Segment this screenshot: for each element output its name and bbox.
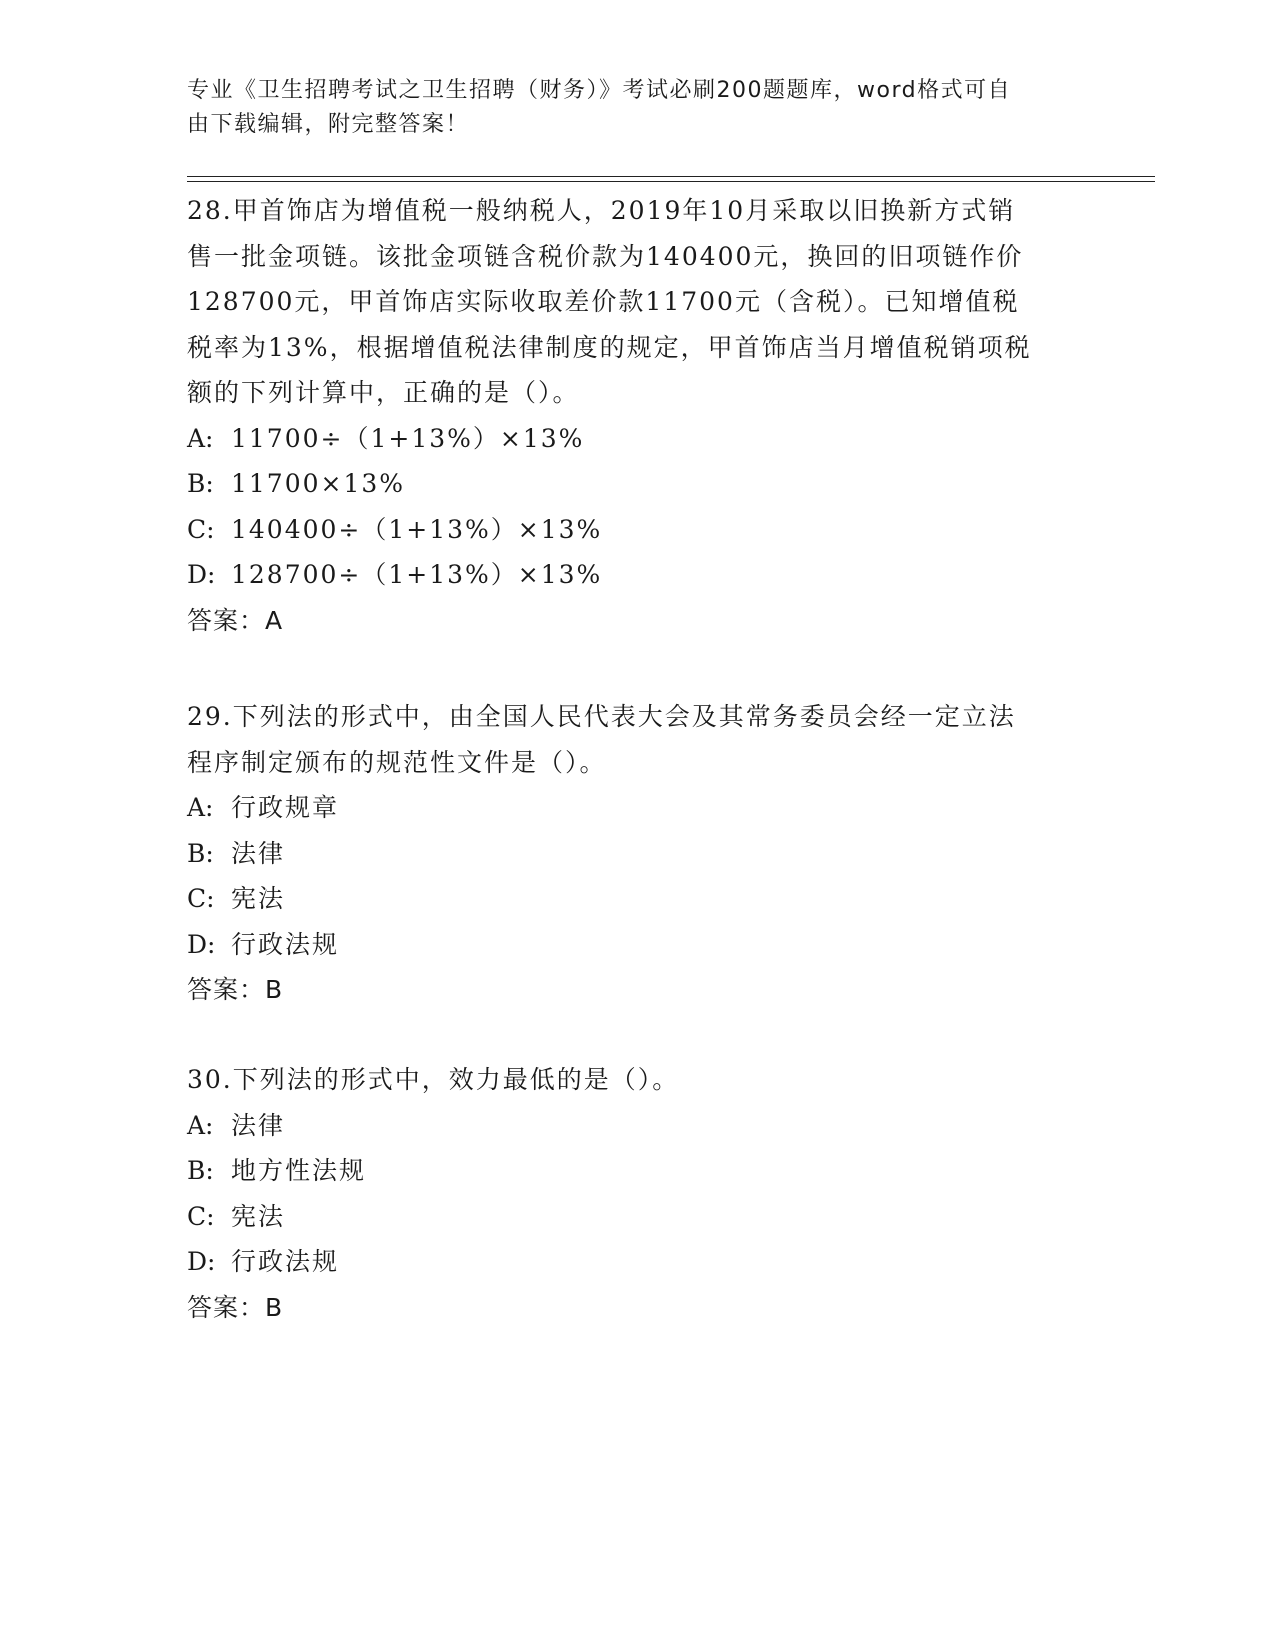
answer-line: 答案：A — [187, 605, 284, 635]
option-letter: C: — [187, 514, 215, 544]
option-a — [187, 785, 1087, 831]
option-letter: A: — [187, 793, 214, 822]
option-letter: C: — [187, 1201, 215, 1231]
option-a — [187, 416, 1087, 462]
header-divider-bottom — [187, 181, 1155, 182]
option-letter: C: — [187, 884, 215, 913]
stem-line: 30.下列法的形式中，效力最低的是（）。 — [187, 1065, 680, 1094]
answer-line: 答案：B — [187, 1292, 284, 1322]
answer-line: 答案：B — [187, 975, 284, 1004]
question-30 — [187, 1057, 1087, 1331]
option-d — [187, 922, 1087, 968]
option-letter: D: — [187, 560, 216, 589]
stem-line: 29.下列法的形式中，由全国人民代表大会及其常务委员会经一定立法 — [187, 702, 1016, 731]
question-stem — [187, 1057, 1087, 1103]
option-letter: A: — [187, 1110, 214, 1140]
option-letter: D: — [187, 1247, 216, 1276]
question-stem — [187, 188, 1087, 416]
option-text: 法律 — [231, 1110, 286, 1140]
option-text: 140400÷（1+13%）×13% — [231, 514, 603, 544]
option-text: 11700×13% — [231, 469, 406, 498]
option-text: 行政规章 — [231, 793, 340, 822]
stem-line: 税率为13%，根据增值税法律制度的规定，甲首饰店当月增值税销项税 — [187, 332, 1032, 362]
header-line-1: 专业《卫生招聘考试之卫生招聘（财务）》考试必刷200题题库，word格式可自 — [187, 78, 1012, 103]
stem-line: 程序制定颁布的规范性文件是（）。 — [187, 747, 607, 777]
option-text: 11700÷（1+13%）×13% — [231, 423, 585, 453]
stem-line: 128700元，甲首饰店实际收取差价款11700元（含税）。已知增值税 — [187, 287, 1020, 316]
option-text: 宪法 — [231, 884, 286, 913]
option-text: 地方性法规 — [231, 1156, 367, 1185]
question-29 — [187, 694, 1087, 1013]
question-stem — [187, 694, 1087, 785]
option-text: 128700÷（1+13%）×13% — [231, 560, 603, 589]
option-c — [187, 876, 1087, 922]
stem-line: 额的下列计算中，正确的是（）。 — [187, 378, 580, 407]
option-d — [187, 1239, 1087, 1285]
stem-line: 售一批金项链。该批金项链含税价款为140400元，换回的旧项链作价 — [187, 241, 1024, 271]
option-letter: B: — [187, 838, 214, 868]
option-text: 宪法 — [231, 1201, 286, 1231]
option-text: 行政法规 — [231, 1247, 340, 1276]
option-b — [187, 1148, 1087, 1194]
option-letter: A: — [187, 423, 214, 453]
option-d — [187, 552, 1087, 598]
question-28 — [187, 188, 1087, 644]
option-letter: B: — [187, 469, 214, 498]
option-text: 行政法规 — [231, 929, 340, 959]
option-text: 法律 — [231, 838, 286, 868]
stem-line: 28.甲首饰店为增值税一般纳税人，2019年10月采取以旧换新方式销 — [187, 196, 1016, 225]
header-divider-top — [187, 176, 1155, 177]
option-b — [187, 831, 1087, 877]
option-a — [187, 1103, 1087, 1149]
option-c — [187, 1194, 1087, 1240]
option-b — [187, 461, 1087, 507]
option-c — [187, 507, 1087, 553]
document-header — [187, 74, 1067, 142]
option-letter: B: — [187, 1156, 214, 1185]
header-line-2: 由下载编辑，附完整答案！ — [187, 112, 470, 137]
option-letter: D: — [187, 929, 216, 959]
